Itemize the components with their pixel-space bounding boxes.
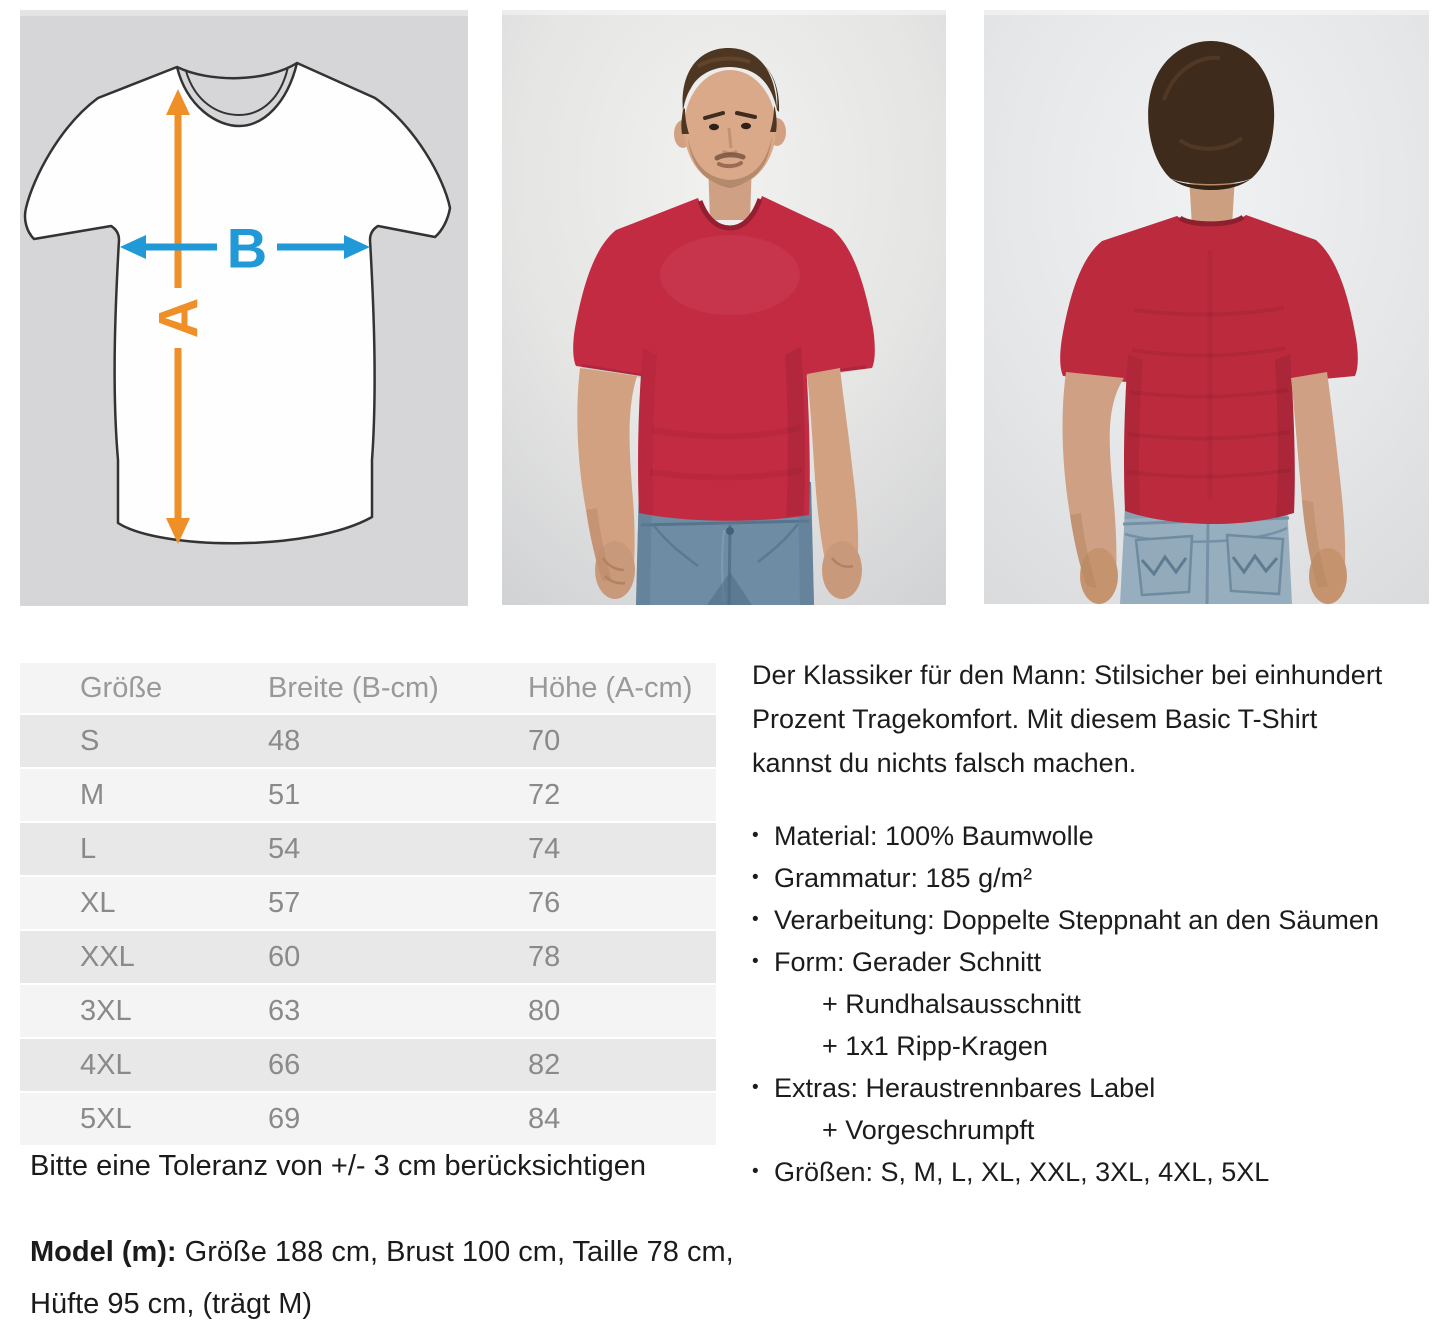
size-table-header-row <box>20 663 716 713</box>
tshirt-measurement-diagram <box>20 10 468 606</box>
model-front-photo <box>502 10 946 605</box>
measure-value-cell: 54 <box>210 823 470 875</box>
model-info-measurements: Größe 188 cm, Brust 100 cm, Taille 78 cm, <box>176 1236 734 1268</box>
product-description <box>752 653 1445 1193</box>
size-label-cell: L <box>20 823 210 875</box>
size-label-cell: 5XL <box>20 1093 210 1145</box>
description-line: Prozent Tragekomfort. Mit diesem Basic T-Shirt <box>752 704 1318 734</box>
table-row <box>20 877 716 929</box>
measure-value-cell: 70 <box>470 715 716 767</box>
measure-value-cell: 72 <box>470 769 716 821</box>
bullet-dot-icon: • <box>752 867 759 888</box>
description-intro <box>752 653 1445 785</box>
measure-value-cell: 66 <box>210 1039 470 1091</box>
description-bullet <box>752 899 1445 941</box>
measure-label-a: A <box>146 297 210 339</box>
size-label-cell: XL <box>20 877 210 929</box>
size-label-cell: 4XL <box>20 1039 210 1091</box>
measure-value-cell: 51 <box>210 769 470 821</box>
measure-value-cell: 69 <box>210 1093 470 1145</box>
description-bullet <box>752 1109 1445 1151</box>
size-label-cell: M <box>20 769 210 821</box>
bullet-dot-icon: • <box>752 1077 759 1098</box>
description-bullet <box>752 1151 1445 1193</box>
description-bullet <box>752 815 1445 857</box>
bullet-dot-icon: • <box>752 909 759 930</box>
column-header-width: Breite (B-cm) <box>210 663 470 713</box>
bullet-dot-icon: • <box>752 951 759 972</box>
size-diagram-panel <box>20 10 468 606</box>
size-label-cell: S <box>20 715 210 767</box>
description-line: Der Klassiker für den Mann: Stilsicher bei einhundert <box>752 660 1383 690</box>
measure-value-cell: 48 <box>210 715 470 767</box>
measure-label-b: B <box>226 216 268 280</box>
measure-value-cell: 76 <box>470 877 716 929</box>
bullet-text: + Rundhalsausschnitt <box>822 989 1081 1019</box>
bullet-dot-icon: • <box>752 825 759 846</box>
size-label-cell: XXL <box>20 931 210 983</box>
size-label-cell: 3XL <box>20 985 210 1037</box>
tshirt-outline <box>25 63 450 543</box>
measure-value-cell: 57 <box>210 877 470 929</box>
table-row <box>20 1039 716 1091</box>
bullet-text: Extras: Heraustrennbares Label <box>774 1073 1156 1103</box>
bullet-text: Grammatur: 185 g/m² <box>774 863 1033 893</box>
table-row <box>20 931 716 983</box>
size-table <box>20 661 716 1147</box>
size-table-body <box>20 715 716 1145</box>
bullet-text: Verarbeitung: Doppelte Steppnaht an den Säumen <box>774 905 1379 935</box>
description-bullet <box>752 1025 1445 1067</box>
measure-value-cell: 80 <box>470 985 716 1037</box>
bullet-text: Material: 100% Baumwolle <box>774 821 1094 851</box>
description-bullet <box>752 857 1445 899</box>
bullet-dot-icon: • <box>752 1161 759 1182</box>
column-header-height: Höhe (A-cm) <box>470 663 716 713</box>
model-back-illustration <box>984 10 1429 604</box>
model-info-line2: Hüfte 95 cm, (trägt M) <box>30 1288 313 1320</box>
measure-value-cell: 60 <box>210 931 470 983</box>
table-row <box>20 985 716 1037</box>
table-row <box>20 823 716 875</box>
bullet-text: Form: Gerader Schnitt <box>774 947 1042 977</box>
measure-value-cell: 78 <box>470 931 716 983</box>
measure-value-cell: 63 <box>210 985 470 1037</box>
tolerance-note: Bitte eine Toleranz von +/- 3 cm berücksichtigen <box>30 1150 647 1182</box>
table-row <box>20 769 716 821</box>
table-row <box>20 1093 716 1145</box>
column-header-size: Größe <box>20 663 210 713</box>
measure-value-cell: 84 <box>470 1093 716 1145</box>
model-front-illustration <box>502 10 946 605</box>
bullet-text: + Vorgeschrumpft <box>822 1115 1035 1145</box>
bullet-text: + 1x1 Ripp-Kragen <box>822 1031 1048 1061</box>
measure-value-cell: 82 <box>470 1039 716 1091</box>
model-info <box>30 1226 734 1330</box>
bullet-text: Größen: S, M, L, XL, XXL, 3XL, 4XL, 5XL <box>774 1157 1270 1187</box>
description-bullet <box>752 941 1445 983</box>
description-bullet <box>752 983 1445 1025</box>
measure-value-cell: 74 <box>470 823 716 875</box>
model-back-photo <box>984 10 1429 604</box>
model-info-line1 <box>30 1226 734 1278</box>
table-row <box>20 715 716 767</box>
model-info-label: Model (m): <box>30 1236 177 1268</box>
description-line: kannst du nichts falsch machen. <box>752 748 1137 778</box>
description-bullet <box>752 1067 1445 1109</box>
description-bullet-list <box>752 815 1445 1193</box>
